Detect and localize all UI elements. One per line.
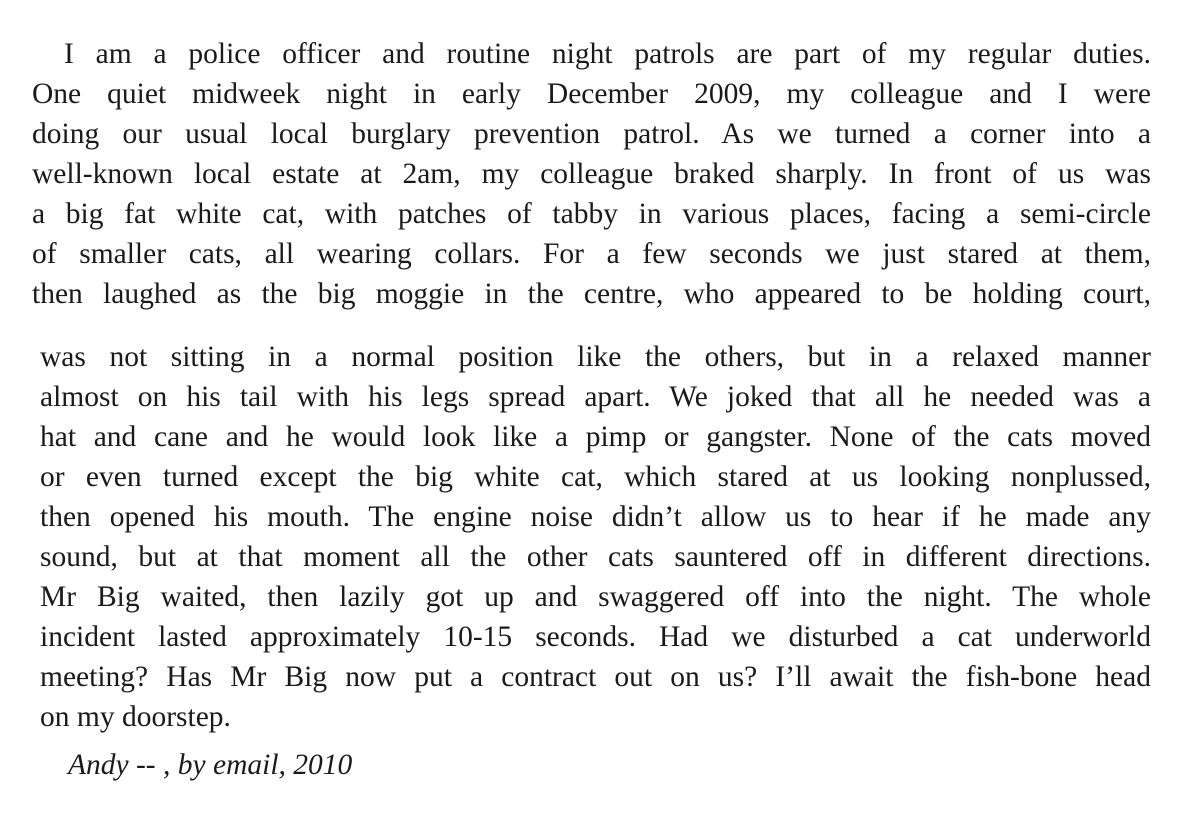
text-line: meeting? Has Mr Big now put a contract out on us? I’ll await the fish-bone head (40, 661, 1151, 693)
text-line: then opened his mouth. The engine noise didn’t allow us to hear if he made any (40, 501, 1151, 533)
text-line: Mr Big waited, then lazily got up and swaggered off into the night. The whole (40, 581, 1151, 613)
author-signature: Andy -- , by email, 2010 (68, 749, 353, 781)
text-line: I am a police officer and routine night patrols are part of my regular duties. (64, 38, 1151, 70)
text-line: almost on his tail with his legs spread apart. We joked that all he needed was a (40, 381, 1151, 413)
text-line: sound, but at that moment all the other cats sauntered off in different directions. (40, 541, 1151, 573)
text-line: a big fat white cat, with patches of tabby in various places, facing a semi-circle (32, 198, 1151, 230)
paragraph-2 (40, 337, 1151, 737)
text-line: on my doorstep. (40, 701, 231, 733)
text-line: incident lasted approximately 10-15 seconds. Had we disturbed a cat underworld (40, 621, 1151, 653)
text-line: well-known local estate at 2am, my colleague braked sharply. In front of us was (32, 158, 1151, 190)
text-line: One quiet midweek night in early December 2009, my colleague and I were (32, 78, 1151, 110)
text-line: or even turned except the big white cat, which stared at us looking nonplussed, (40, 461, 1151, 493)
text-line: hat and cane and he would look like a pimp or gangster. None of the cats moved (40, 421, 1151, 453)
text-line: was not sitting in a normal position like the others, but in a relaxed manner (40, 341, 1151, 373)
text-line: of smaller cats, all wearing collars. For a few seconds we just stared at them, (32, 238, 1151, 270)
text-line: then laughed as the big moggie in the centre, who appeared to be holding court, (32, 278, 1151, 310)
text-line: doing our usual local burglary prevention patrol. As we turned a corner into a (32, 118, 1151, 150)
paragraph-1 (32, 34, 1151, 314)
